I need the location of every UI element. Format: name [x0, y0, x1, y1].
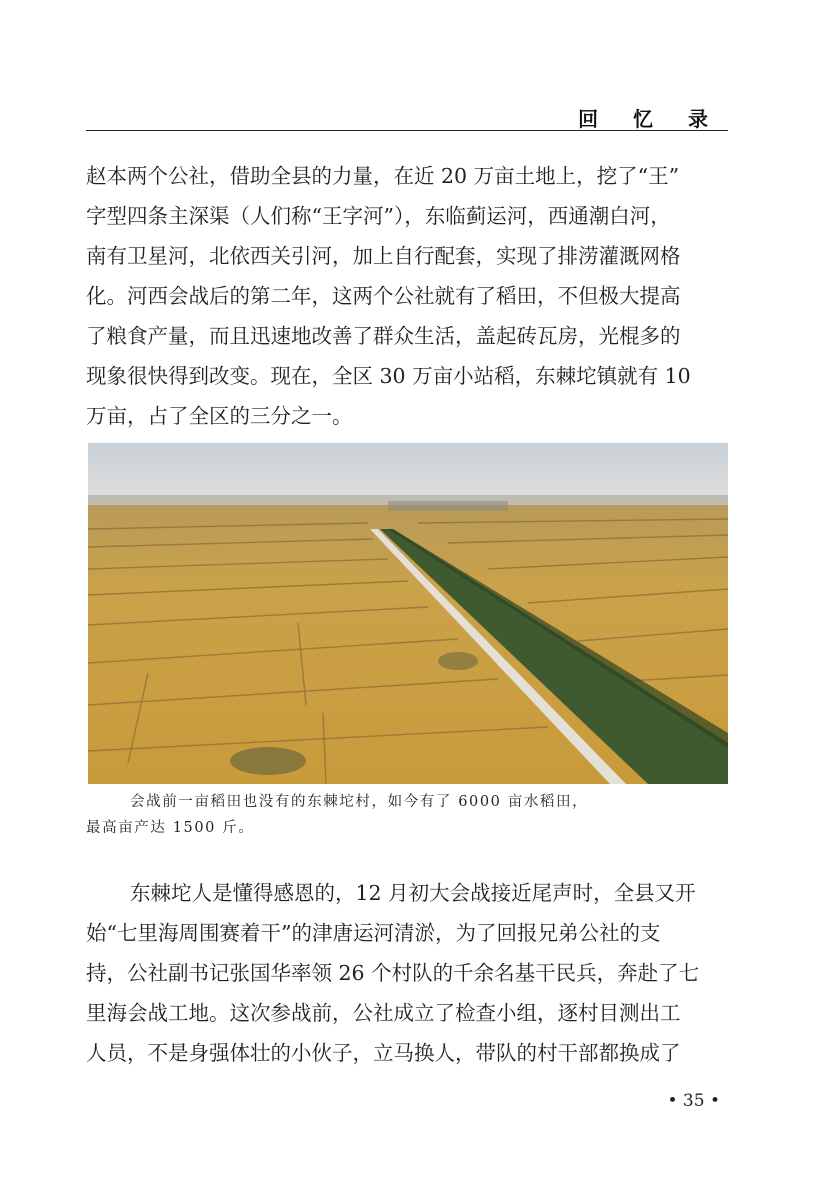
text-line: 化。河西会战后的第二年，这两个公社就有了稻田，不但极大提高 — [86, 284, 681, 308]
text-line: 里海会战工地。这次参战前，公社成立了检查小组，逐村目测出工 — [86, 1001, 681, 1025]
caption-line: 最高亩产达 1500 斤。 — [86, 820, 255, 836]
text-line: 持，公社副书记张国华率领 26 个村队的千余名基干民兵，奔赴了七 — [86, 961, 700, 985]
field-patch — [230, 747, 306, 775]
photo-caption — [86, 789, 728, 841]
text-line: 人员，不是身强体壮的小伙子，立马换人，带队的村干部都换成了 — [86, 1041, 681, 1065]
text-line: 字型四条主深渠（人们称“王字河”），东临蓟运河，西通潮白河， — [86, 204, 671, 228]
distant-village — [388, 501, 508, 511]
text-line: 了粮食产量，而且迅速地改善了群众生活，盖起砖瓦房，光棍多的 — [86, 324, 681, 348]
text-line: 南有卫星河，北依西关引河，加上自行配套，实现了排涝灌溉网格 — [86, 244, 681, 268]
text-line: 赵本两个公社，借助全县的力量，在近 20 万亩土地上，挖了“王” — [86, 164, 680, 188]
header-rule — [86, 130, 728, 131]
caption-line: 会战前一亩稻田也没有的东棘坨村，如今有了 6000 亩水稻田， — [130, 794, 589, 810]
page-number: • 35 • — [667, 1091, 720, 1111]
aerial-rice-field-photo — [88, 443, 728, 784]
text-line: 现象很快得到改变。现在，全区 30 万亩小站稻，东棘坨镇就有 10 — [86, 364, 691, 388]
paragraph-2 — [86, 873, 728, 1073]
paragraph-1 — [86, 156, 728, 436]
field-patch — [438, 652, 478, 670]
text-line: 东棘坨人是懂得感恩的，12 月初大会战接近尾声时，全县又开 — [130, 881, 696, 905]
text-line: 万亩，占了全区的三分之一。 — [86, 404, 353, 428]
running-header-title: 回 忆 录 — [578, 107, 722, 131]
text-line: 始“七里海周围赛着干”的津唐运河清淤，为了回报兄弟公社的支 — [86, 921, 661, 945]
